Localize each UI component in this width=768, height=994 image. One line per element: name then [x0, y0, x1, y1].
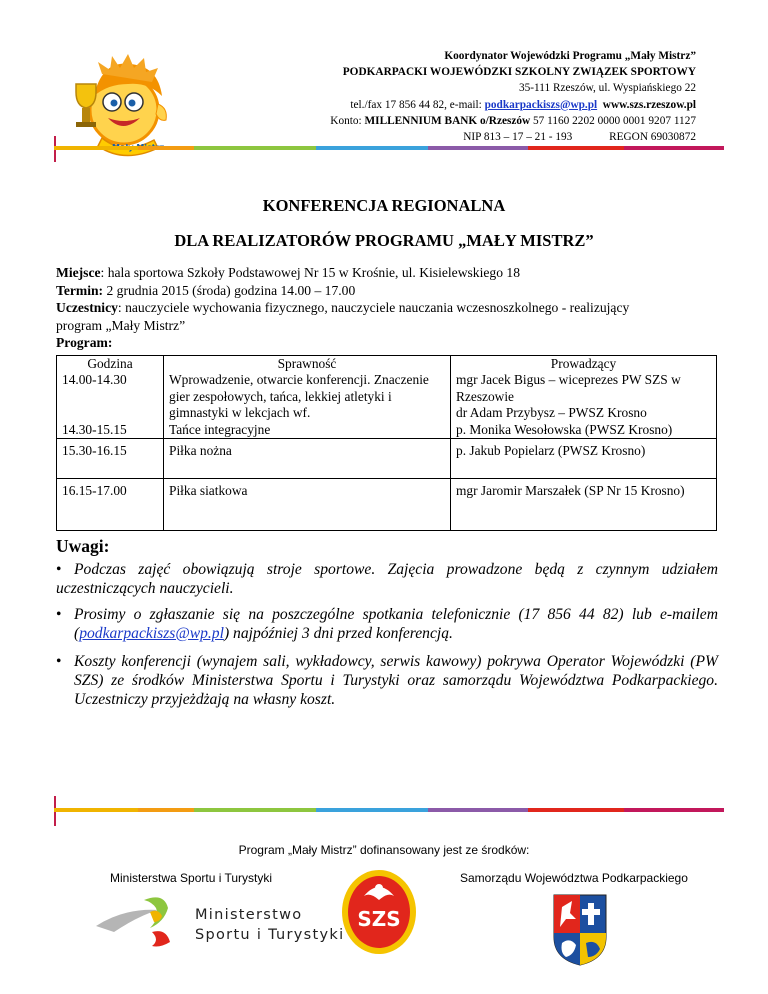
note-text: Prosimy o zgłaszanie się na poszczególne spotkania telefonicznie (17 856 44 82) lub e-mailem (podkarpackiszs@wp.pl) najpóźniej 3 dni przed konferencją.: [74, 606, 718, 642]
bank-line: Konto: MILLENNIUM BANK o/Rzeszów 57 1160 2202 0000 0001 9207 1127: [330, 114, 696, 127]
table-row: [57, 372, 717, 438]
bar-seg-green: [194, 146, 316, 150]
row-lead: mgr Jacek Bigus – wiceprezes PW SZS w Rzeszowie: [456, 372, 681, 404]
participants-line-2: program „Mały Mistrz”: [56, 317, 186, 333]
coat-of-arms-icon: [552, 893, 608, 967]
address-line: 35-111 Rzeszów, ul. Wyspiańskiego 22: [518, 82, 696, 95]
bar-seg-orange: [138, 808, 194, 812]
row-lead: p. Jakub Popielarz (PWSZ Krosno): [451, 439, 717, 479]
row-activity: Tańce integracyjne: [169, 421, 271, 437]
row-activity: Piłka siatkowa: [164, 479, 451, 531]
bar-seg-magenta: [624, 146, 724, 150]
bullet-icon: •: [56, 653, 62, 670]
row-time: 14.30-15.15: [62, 421, 127, 437]
website-text: www.szs.rzeszow.pl: [602, 98, 696, 111]
bar-seg-green: [194, 808, 316, 812]
nip-regon-line: NIP 813 – 17 – 21 - 193 REGON 69030872: [463, 131, 696, 144]
contact-line: tel./fax 17 856 44 82, e-mail: podkarpackiszs@wp.pl www.szs.rzeszow.pl: [350, 98, 696, 111]
maly-mistrz-logo: [62, 44, 182, 160]
table-header-row: [57, 356, 717, 373]
footer-right-label: Samorządu Województwa Podkarpackiego: [460, 871, 688, 885]
bar-seg-purple: [428, 808, 528, 812]
row-time: 16.15-17.00: [57, 479, 164, 531]
bullet-icon: •: [56, 606, 62, 623]
row-lead: mgr Jaromir Marszałek (SP Nr 15 Krosno): [451, 479, 717, 531]
table-row: [57, 439, 717, 479]
bar-seg-magenta: [624, 808, 724, 812]
title-line-2: DLA REALIZATORÓW PROGRAMU „MAŁY MISTRZ”: [174, 231, 594, 250]
bar-seg-yellow: [54, 146, 138, 150]
szs-logo: [340, 866, 418, 956]
email-link[interactable]: podkarpackiszs@wp.pl: [79, 625, 224, 642]
participants-line: Uczestnicy: nauczyciele wychowania fizycznego, nauczyciele nauczania wczesnoszkolnego - realizujący: [56, 300, 630, 316]
table-row: [57, 479, 717, 531]
row-lead: dr Adam Przybysz – PWSZ Krosno: [456, 405, 647, 421]
email-link[interactable]: podkarpackiszs@wp.pl: [484, 98, 598, 111]
footer-left-label: Ministerstwa Sportu i Turystyki: [110, 871, 273, 885]
date-line: Termin: 2 grudnia 2015 (środa) godzina 14.00 – 17.00: [56, 282, 356, 298]
coordinator-line: Koordynator Wojewódzki Programu „Mały Mistrz”: [444, 50, 696, 62]
note-item: [56, 652, 718, 709]
row-time: 14.00-14.30: [62, 372, 127, 388]
bar-seg-red: [528, 808, 624, 812]
row-lead: p. Monika Wesołowska (PWSZ Krosno): [456, 421, 673, 437]
organization-header: [250, 48, 696, 145]
footer-title: Program „Mały Mistrz” dofinansowany jest ze środków:: [238, 843, 530, 857]
notes-heading: Uwagi:: [56, 536, 110, 556]
note-item: [56, 560, 718, 598]
row-time: 15.30-16.15: [57, 439, 164, 479]
program-label: Program:: [56, 335, 113, 351]
bar-seg-yellow: [54, 808, 138, 812]
szs-logo-text: SZS: [357, 907, 401, 931]
note-item: [56, 605, 718, 643]
place-line: Miejsce: hala sportowa Szkoły Podstawowej Nr 15 w Krośnie, ul. Kisielewskiego 18: [56, 265, 520, 280]
note-text: Podczas zajęć obowiązują stroje sportowe. Zajęcia prowadzone będą z czynnym udziałem uczestniczących nauczycieli.: [56, 561, 718, 597]
bullet-icon: •: [56, 561, 62, 578]
row-activity: Wprowadzenie, otwarcie konferencji. Znaczenie gier zespołowych, tańca, lekkiej atletyki i gimnastyki w lekcjach wf.: [169, 372, 429, 421]
ministry-logo-text: Ministerstwo Sportu i Turystyki: [195, 907, 345, 943]
bar-seg-blue: [316, 146, 428, 150]
header-lead: Prowadzący: [451, 356, 717, 373]
bar-seg-red: [528, 146, 624, 150]
bar-seg-blue: [316, 808, 428, 812]
note-text: Koszty konferencji (wynajem sali, wykładowcy, serwis kawowy) pokrywa Operator Wojewódzki (PW SZS) ze środków Ministerstwa Sportu i Turystyki oraz samorządu Województwa Podkarpackiego. Uczestniczy przyjeżdżają na własny koszt.: [74, 653, 718, 708]
program-table: [56, 355, 717, 531]
footer-color-bar: [54, 808, 724, 812]
bar-seg-orange: [138, 146, 194, 150]
color-bar: [54, 146, 724, 150]
row-activity: Piłka nożna: [164, 439, 451, 479]
event-info: [56, 264, 716, 352]
bar-seg-purple: [428, 146, 528, 150]
organization-name: PODKARPACKI WOJEWÓDZKI SZKOLNY ZWIĄZEK SPORTOWY: [342, 66, 696, 79]
header-time: Godzina: [57, 356, 164, 373]
header-activity: Sprawność: [164, 356, 451, 373]
title-line-1: KONFERENCJA REGIONALNA: [262, 196, 506, 215]
ministry-logo-icon: [94, 888, 194, 948]
